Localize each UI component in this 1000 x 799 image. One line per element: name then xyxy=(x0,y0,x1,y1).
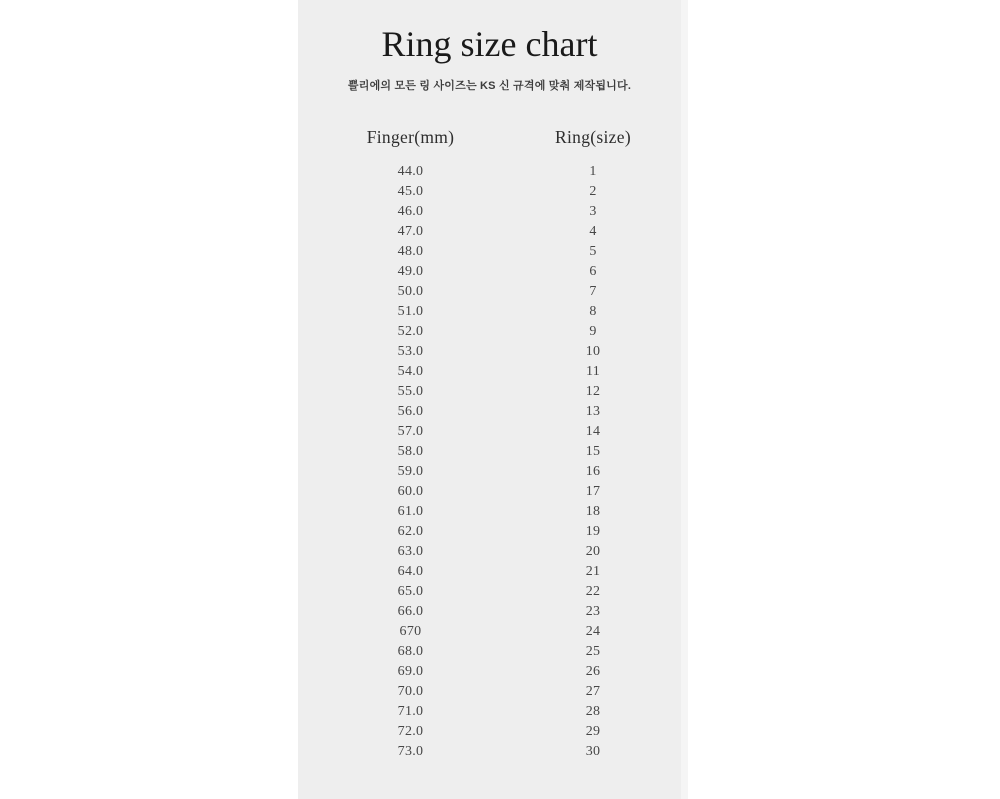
ring-size-cell: 23 xyxy=(585,604,601,619)
table-row xyxy=(298,602,681,622)
table-row xyxy=(298,722,681,742)
table-row xyxy=(298,702,681,722)
finger-size-cell: 65.0 xyxy=(397,584,424,599)
ring-size-cell: 10 xyxy=(585,344,601,359)
ring-size-cell: 21 xyxy=(585,564,601,579)
ring-size-cell: 29 xyxy=(585,724,601,739)
ring-size-cell: 17 xyxy=(585,484,601,499)
table-row xyxy=(298,482,681,502)
table-row xyxy=(298,322,681,342)
ring-size-cell: 15 xyxy=(585,444,601,459)
ring-size-cell: 24 xyxy=(585,624,601,639)
ring-size-cell: 25 xyxy=(585,644,601,659)
table-header-row xyxy=(298,126,681,148)
finger-size-cell: 46.0 xyxy=(397,204,424,219)
finger-size-cell: 62.0 xyxy=(397,524,424,539)
size-table-body xyxy=(298,162,681,762)
ring-size-cell: 6 xyxy=(589,264,597,279)
ring-size-cell: 30 xyxy=(585,744,601,759)
ring-size-cell: 18 xyxy=(585,504,601,519)
table-row xyxy=(298,622,681,642)
table-row xyxy=(298,542,681,562)
finger-size-cell: 57.0 xyxy=(397,424,424,439)
ring-size-cell: 28 xyxy=(585,704,601,719)
table-row xyxy=(298,162,681,182)
finger-size-cell: 59.0 xyxy=(397,464,424,479)
ring-size-cell: 19 xyxy=(585,524,601,539)
table-row xyxy=(298,682,681,702)
page-title: Ring size chart xyxy=(381,24,598,64)
finger-size-cell: 50.0 xyxy=(397,284,424,299)
table-row xyxy=(298,582,681,602)
finger-size-cell: 64.0 xyxy=(397,564,424,579)
finger-size-cell: 54.0 xyxy=(397,364,424,379)
finger-size-cell: 73.0 xyxy=(397,744,424,759)
finger-size-cell: 45.0 xyxy=(397,184,424,199)
table-row xyxy=(298,342,681,362)
table-row xyxy=(298,402,681,422)
finger-size-cell: 72.0 xyxy=(397,724,424,739)
finger-size-cell: 47.0 xyxy=(397,224,424,239)
table-row xyxy=(298,262,681,282)
ring-size-cell: 13 xyxy=(585,404,601,419)
table-row xyxy=(298,362,681,382)
finger-size-cell: 58.0 xyxy=(397,444,424,459)
finger-size-cell: 52.0 xyxy=(397,324,424,339)
table-row xyxy=(298,442,681,462)
table-row xyxy=(298,742,681,762)
finger-size-cell: 66.0 xyxy=(397,604,424,619)
ring-size-cell: 14 xyxy=(585,424,601,439)
ring-size-cell: 8 xyxy=(589,304,597,319)
table-row xyxy=(298,242,681,262)
page-subtitle: 쁠리에의 모든 링 사이즈는 KS 신 규격에 맞춰 제작됩니다. xyxy=(347,80,632,92)
table-row xyxy=(298,642,681,662)
table-row xyxy=(298,502,681,522)
finger-size-cell: 49.0 xyxy=(397,264,424,279)
size-table xyxy=(298,126,681,762)
ring-size-cell: 27 xyxy=(585,684,601,699)
ring-size-cell: 2 xyxy=(589,184,597,199)
finger-size-cell: 670 xyxy=(399,624,422,639)
ring-size-cell: 12 xyxy=(585,384,601,399)
ring-size-cell: 7 xyxy=(589,284,597,299)
finger-size-cell: 63.0 xyxy=(397,544,424,559)
ring-size-cell: 1 xyxy=(589,164,597,179)
ring-size-cell: 22 xyxy=(585,584,601,599)
table-row xyxy=(298,562,681,582)
ring-size-cell: 20 xyxy=(585,544,601,559)
table-row xyxy=(298,202,681,222)
finger-size-cell: 60.0 xyxy=(397,484,424,499)
column-header-finger: Finger(mm) xyxy=(366,127,455,147)
table-row xyxy=(298,522,681,542)
ring-size-cell: 26 xyxy=(585,664,601,679)
table-row xyxy=(298,382,681,402)
finger-size-cell: 70.0 xyxy=(397,684,424,699)
ring-size-cell: 16 xyxy=(585,464,601,479)
table-row xyxy=(298,462,681,482)
finger-size-cell: 53.0 xyxy=(397,344,424,359)
ring-size-cell: 3 xyxy=(589,204,597,219)
finger-size-cell: 56.0 xyxy=(397,404,424,419)
finger-size-cell: 61.0 xyxy=(397,504,424,519)
table-row xyxy=(298,302,681,322)
finger-size-cell: 51.0 xyxy=(397,304,424,319)
table-row xyxy=(298,182,681,202)
finger-size-cell: 69.0 xyxy=(397,664,424,679)
table-row xyxy=(298,222,681,242)
finger-size-cell: 55.0 xyxy=(397,384,424,399)
ring-size-chart-panel xyxy=(298,0,688,799)
table-row xyxy=(298,662,681,682)
ring-size-cell: 9 xyxy=(589,324,597,339)
ring-size-cell: 11 xyxy=(585,364,601,379)
column-header-ring: Ring(size) xyxy=(555,127,631,147)
table-row xyxy=(298,282,681,302)
ring-size-cell: 5 xyxy=(589,244,597,259)
ring-size-cell: 4 xyxy=(589,224,597,239)
finger-size-cell: 71.0 xyxy=(397,704,424,719)
finger-size-cell: 48.0 xyxy=(397,244,424,259)
finger-size-cell: 44.0 xyxy=(397,164,424,179)
finger-size-cell: 68.0 xyxy=(397,644,424,659)
table-row xyxy=(298,422,681,442)
